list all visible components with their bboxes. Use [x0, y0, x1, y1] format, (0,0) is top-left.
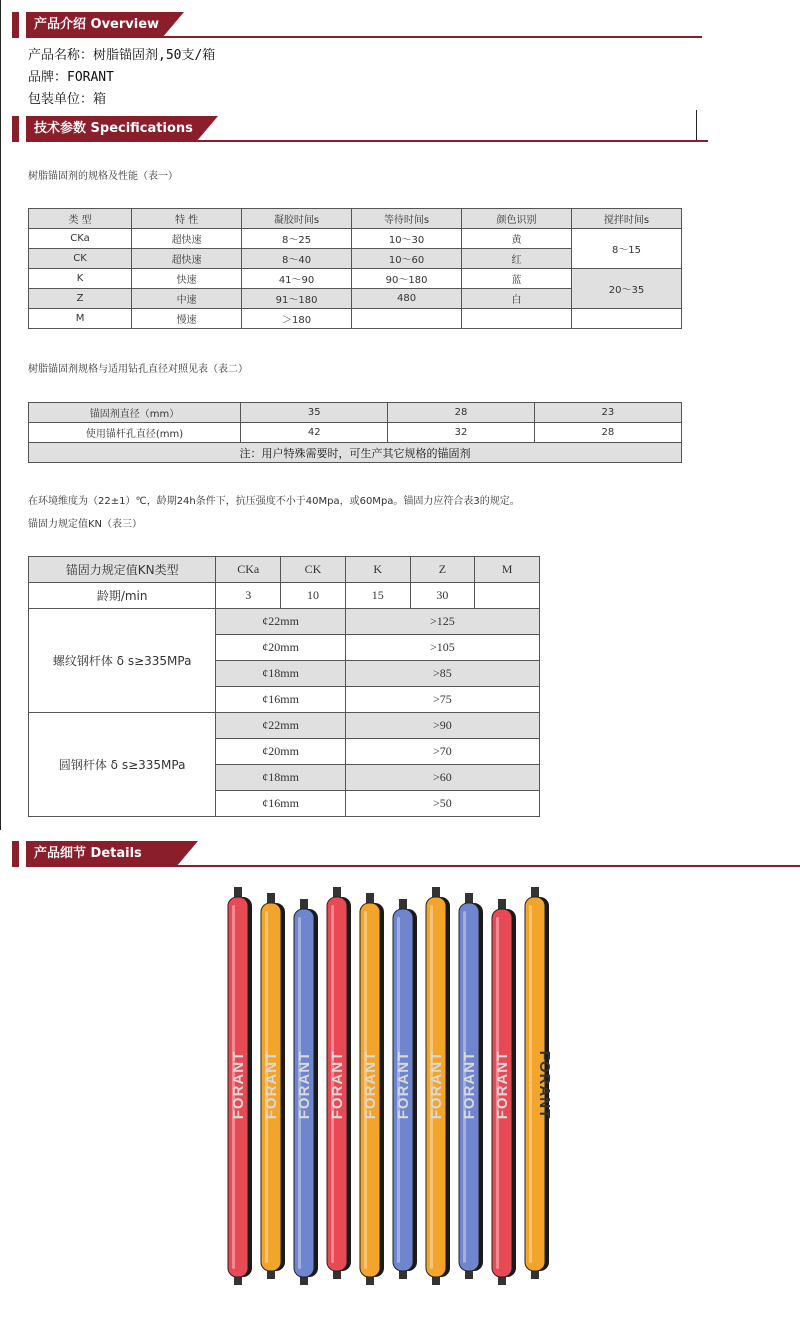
t1-cell: 90～180: [352, 269, 462, 289]
svg-text:FORANT: FORANT: [230, 1050, 247, 1120]
t3-age: 30: [410, 583, 475, 609]
t3-force: >50: [345, 791, 539, 817]
t3-diameter: ¢20mm: [216, 739, 346, 765]
resin-tube: [426, 887, 450, 1285]
resin-tube: [393, 899, 417, 1279]
t1-cell: 中速: [132, 289, 242, 309]
resin-tube: [459, 893, 483, 1279]
t1-cell: 慢速: [132, 309, 242, 329]
t3-diameter: ¢16mm: [216, 791, 346, 817]
t1-cell: 10～30: [352, 229, 462, 249]
t2-label: 使用锚杆孔直径(mm): [29, 423, 241, 443]
t3-force: >75: [345, 687, 539, 713]
t1-cell: K: [29, 269, 132, 289]
t3-age: 3: [216, 583, 281, 609]
t1-cell: 8～40: [242, 249, 352, 269]
t3-force: >70: [345, 739, 539, 765]
t2-label: 锚固剂直径（mm）: [29, 403, 241, 423]
svg-text:FORANT: FORANT: [395, 1050, 412, 1120]
t3-header: 锚固力规定值KN类型: [29, 557, 216, 583]
t1-header: 颜色识别: [462, 209, 572, 229]
t3-force: >60: [345, 765, 539, 791]
t1-cell: CK: [29, 249, 132, 269]
overview-title: 产品介绍 Overview: [26, 12, 162, 38]
t1-cell: 超快速: [132, 229, 242, 249]
svg-text:FORANT: FORANT: [494, 1050, 511, 1120]
t3-diameter: ¢18mm: [216, 661, 346, 687]
t1-cell: 蓝: [462, 269, 572, 289]
product-unit: 包装单位：箱: [28, 92, 107, 107]
svg-text:FORANT: FORANT: [329, 1050, 346, 1120]
t1-cell: 超快速: [132, 249, 242, 269]
svg-text:FORANT: FORANT: [536, 1050, 553, 1120]
t1-cell: 41～90: [242, 269, 352, 289]
t3-type: K: [345, 557, 410, 583]
resin-tube: [525, 887, 553, 1279]
resin-tube: [360, 893, 384, 1285]
t1-header: 凝胶时间s: [242, 209, 352, 229]
svg-text:FORANT: FORANT: [428, 1050, 445, 1120]
t1-cell: [462, 309, 572, 329]
specs-title: 技术参数 Specifications: [26, 116, 196, 142]
t3-diameter: ¢18mm: [216, 765, 346, 791]
t3-age: 15: [345, 583, 410, 609]
t1-header: 搅拌时间s: [571, 209, 681, 229]
t3-type: CKa: [216, 557, 281, 583]
t2-note: 注：用户特殊需要时，可生产其它规格的锚固剂: [29, 443, 682, 463]
t1-cell: [571, 309, 681, 329]
t2-cell: 28: [388, 403, 534, 423]
t3-force: >105: [345, 635, 539, 661]
t3-type: Z: [410, 557, 475, 583]
t1-cell: 10～60: [352, 249, 462, 269]
t2-cell: 23: [534, 403, 681, 423]
t1-cell: 黄: [462, 229, 572, 249]
table2-caption: 树脂锚固剂规格与适用钻孔直径对照见表（表二）: [28, 364, 248, 375]
t1-cell: 快速: [132, 269, 242, 289]
t3-group-2-label: 圆钢杆体 δ s≥335MPa: [29, 713, 216, 817]
t1-cell: 91～180: [242, 289, 352, 309]
table1-caption: 树脂锚固剂的规格及性能（表一）: [28, 171, 178, 182]
t3-type: M: [475, 557, 540, 583]
details-title: 产品细节 Details: [26, 841, 176, 867]
spec-table-3: [28, 556, 540, 817]
t3-age-label: 龄期/min: [29, 583, 216, 609]
t1-cell: 白: [462, 289, 572, 309]
note-line-1: 在环境维度为（22±1）℃，龄期24h条件下，抗压强度不小于40Mpa，或60Mpa。锚固力应符合表3的规定。: [28, 496, 520, 507]
spec-table-2: [28, 402, 682, 463]
t1-cell: 红: [462, 249, 572, 269]
svg-text:FORANT: FORANT: [362, 1050, 379, 1120]
t3-diameter: ¢20mm: [216, 635, 346, 661]
svg-text:FORANT: FORANT: [296, 1050, 313, 1120]
t1-stir-2: 20～35: [571, 269, 681, 309]
svg-text:FORANT: FORANT: [263, 1050, 280, 1120]
t1-cell: 480: [352, 289, 462, 309]
resin-tube: [327, 887, 351, 1279]
resin-tube: [294, 899, 318, 1285]
t1-cell: M: [29, 309, 132, 329]
resin-tube: [228, 887, 252, 1285]
t3-diameter: ¢16mm: [216, 687, 346, 713]
resin-tube: [261, 893, 285, 1279]
t3-age: [475, 583, 540, 609]
t1-header: 类 型: [29, 209, 132, 229]
t2-cell: 42: [241, 423, 388, 443]
t3-force: >90: [345, 713, 539, 739]
t1-cell: ＞180: [242, 309, 352, 329]
t3-type: CK: [281, 557, 346, 583]
t3-age: 10: [281, 583, 346, 609]
t3-force: >125: [345, 609, 539, 635]
svg-text:FORANT: FORANT: [461, 1050, 478, 1120]
resin-tube: [492, 899, 516, 1285]
t1-cell: Z: [29, 289, 132, 309]
product-photo: [200, 885, 580, 1295]
t1-stir-1: 8～15: [571, 229, 681, 269]
t2-cell: 32: [388, 423, 534, 443]
spec-table-1: [28, 208, 682, 329]
t3-diameter: ¢22mm: [216, 713, 346, 739]
t1-header: 特 性: [132, 209, 242, 229]
product-brand: 品牌：FORANT: [28, 70, 114, 85]
t3-diameter: ¢22mm: [216, 609, 346, 635]
t2-cell: 28: [534, 423, 681, 443]
t1-cell: [352, 309, 462, 329]
t3-force: >85: [345, 661, 539, 687]
t2-cell: 35: [241, 403, 388, 423]
t1-header: 等待时间s: [352, 209, 462, 229]
t1-cell: 8～25: [242, 229, 352, 249]
t3-group-1-label: 螺纹钢杆体 δ s≥335MPa: [29, 609, 216, 713]
t1-cell: CKa: [29, 229, 132, 249]
product-name: 产品名称：树脂锚固剂,50支/箱: [28, 48, 216, 63]
note-line-2: 锚固力规定值KN（表三）: [28, 519, 143, 530]
